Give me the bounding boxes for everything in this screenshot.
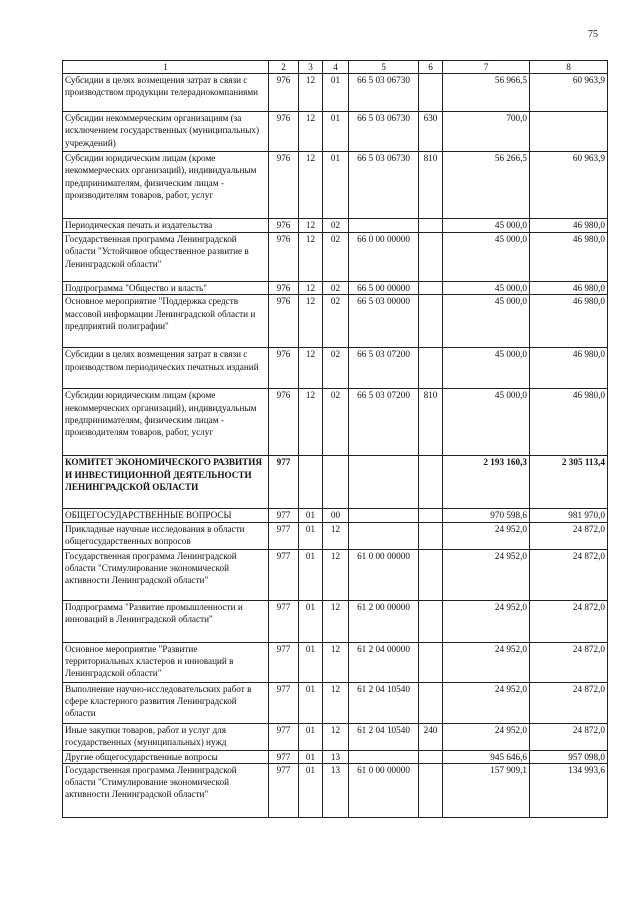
row-pr: 01 <box>323 74 349 112</box>
row-pr: 12 <box>323 522 349 549</box>
row-amount-2: 2 305 113,4 <box>530 456 608 509</box>
row-amount-2: 60 963,9 <box>530 74 608 112</box>
row-csr: 66 5 03 00000 <box>349 295 419 348</box>
row-amount-2 <box>530 112 608 152</box>
row-csr: 66 5 03 06730 <box>349 152 419 219</box>
row-rz: 12 <box>299 152 323 219</box>
row-amount-2: 60 963,9 <box>530 152 608 219</box>
row-gr: 977 <box>269 642 299 682</box>
row-pr: 01 <box>323 112 349 152</box>
row-amount-1: 45 000,0 <box>443 348 530 389</box>
row-amount-2: 46 980,0 <box>530 233 608 282</box>
table-row <box>63 233 608 282</box>
row-amount-1: 157 909,1 <box>443 763 530 817</box>
row-amount-1: 24 952,0 <box>443 642 530 682</box>
row-name: Субсидии юридическим лицам (кроме некоммерческих организаций), индивидуальным предпринимателям, физическим лицам - производителям товаров, работ, услуг <box>63 389 269 456</box>
row-gr: 977 <box>269 682 299 723</box>
row-csr: 66 5 03 07200 <box>349 389 419 456</box>
row-amount-1: 970 598,6 <box>443 509 530 522</box>
row-gr: 977 <box>269 763 299 817</box>
page-number: 75 <box>588 29 598 40</box>
row-amount-2: 24 872,0 <box>530 723 608 750</box>
row-csr: 61 0 00 00000 <box>349 763 419 817</box>
row-amount-1: 56 966,5 <box>443 74 530 112</box>
row-name: Периодическая печать и издательства <box>63 219 269 233</box>
table-row <box>63 549 608 600</box>
row-gr: 977 <box>269 522 299 549</box>
row-amount-1: 24 952,0 <box>443 522 530 549</box>
table-row <box>63 509 608 522</box>
row-gr: 976 <box>269 152 299 219</box>
row-pr: 02 <box>323 295 349 348</box>
table-row <box>63 112 608 152</box>
row-amount-2: 24 872,0 <box>530 642 608 682</box>
table-row <box>63 282 608 295</box>
row-name: Подпрограмма "Общество и власть" <box>63 282 269 295</box>
row-amount-2: 46 980,0 <box>530 348 608 389</box>
row-vr <box>419 549 443 600</box>
row-name: Государственная программа Ленинградской области "Устойчивое общественное развитие в Ленинградской области" <box>63 233 269 282</box>
row-amount-2: 957 098,0 <box>530 750 608 763</box>
row-rz: 01 <box>299 600 323 642</box>
row-name: Государственная программа Ленинградской области "Стимулирование экономической активности Ленинградской области" <box>63 763 269 817</box>
row-vr <box>419 456 443 509</box>
row-name: Субсидии в целях возмещения затрат в связи с производством периодических печатных изданий <box>63 348 269 389</box>
row-name: Иные закупки товаров, работ и услуг для государственных (муниципальных) нужд <box>63 723 269 750</box>
row-amount-1: 45 000,0 <box>443 282 530 295</box>
row-name: Субсидии юридическим лицам (кроме некоммерческих организаций), индивидуальным предпринимателям, физическим лицам - производителям товаров, работ, услуг <box>63 152 269 219</box>
row-gr: 976 <box>269 112 299 152</box>
table-row <box>63 682 608 723</box>
row-name: Субсидии в целях возмещения затрат в связи с производством продукции телерадиокомпаниями <box>63 74 269 112</box>
header-cell: 5 <box>349 61 419 74</box>
row-amount-1: 45 000,0 <box>443 219 530 233</box>
row-rz: 01 <box>299 549 323 600</box>
row-name: Прикладные научные исследования в области общегосударственных вопросов <box>63 522 269 549</box>
table-row <box>63 522 608 549</box>
header-cell: 1 <box>63 61 269 74</box>
row-vr <box>419 682 443 723</box>
row-name: Государственная программа Ленинградской области "Стимулирование экономической активности Ленинградской области" <box>63 549 269 600</box>
row-csr: 66 5 00 00000 <box>349 282 419 295</box>
row-csr: 61 2 04 00000 <box>349 642 419 682</box>
row-pr: 02 <box>323 389 349 456</box>
row-name: Субсидии некоммерческим организациям (за исключением государственных (муниципальных) учреждений) <box>63 112 269 152</box>
row-gr: 977 <box>269 600 299 642</box>
row-pr: 13 <box>323 763 349 817</box>
row-pr: 00 <box>323 509 349 522</box>
row-gr: 976 <box>269 233 299 282</box>
table-row <box>63 152 608 219</box>
table-row <box>63 348 608 389</box>
row-pr: 12 <box>323 642 349 682</box>
row-gr: 976 <box>269 282 299 295</box>
row-gr: 976 <box>269 348 299 389</box>
row-gr: 977 <box>269 723 299 750</box>
row-rz <box>299 456 323 509</box>
row-csr: 66 0 00 00000 <box>349 233 419 282</box>
row-pr: 12 <box>323 723 349 750</box>
row-pr: 02 <box>323 282 349 295</box>
row-amount-1: 700,0 <box>443 112 530 152</box>
row-name: Другие общегосударственные вопросы <box>63 750 269 763</box>
row-gr: 976 <box>269 295 299 348</box>
row-rz: 01 <box>299 682 323 723</box>
row-amount-1: 24 952,0 <box>443 682 530 723</box>
row-amount-2: 981 970,0 <box>530 509 608 522</box>
row-vr <box>419 219 443 233</box>
row-rz: 01 <box>299 750 323 763</box>
row-amount-2: 134 993,6 <box>530 763 608 817</box>
row-csr <box>349 509 419 522</box>
row-amount-2: 46 980,0 <box>530 295 608 348</box>
header-cell: 4 <box>323 61 349 74</box>
row-name: Подпрограмма "Развитие промышленности и инноваций в Ленинградской области" <box>63 600 269 642</box>
table-row <box>63 763 608 817</box>
row-vr <box>419 282 443 295</box>
row-amount-2: 46 980,0 <box>530 219 608 233</box>
table-header-row <box>63 61 608 74</box>
row-pr: 02 <box>323 219 349 233</box>
row-gr: 977 <box>269 509 299 522</box>
table-row <box>63 456 608 509</box>
row-name: Основное мероприятие "Развитие территориальных кластеров и инноваций в Ленинградской области" <box>63 642 269 682</box>
row-amount-1: 2 193 160,3 <box>443 456 530 509</box>
row-vr <box>419 509 443 522</box>
row-gr: 977 <box>269 549 299 600</box>
row-pr: 12 <box>323 600 349 642</box>
row-csr <box>349 456 419 509</box>
row-pr <box>323 456 349 509</box>
row-rz: 12 <box>299 219 323 233</box>
table-row <box>63 600 608 642</box>
row-csr: 61 2 04 10540 <box>349 682 419 723</box>
row-name: КОМИТЕТ ЭКОНОМИЧЕСКОГО РАЗВИТИЯ И ИНВЕСТИЦИОННОЙ ДЕЯТЕЛЬНОСТИ ЛЕНИНГРАДСКОЙ ОБЛАСТИ <box>63 456 269 509</box>
row-amount-2: 24 872,0 <box>530 682 608 723</box>
table-row <box>63 723 608 750</box>
row-rz: 12 <box>299 74 323 112</box>
row-gr: 977 <box>269 456 299 509</box>
row-csr <box>349 750 419 763</box>
header-cell: 2 <box>269 61 299 74</box>
row-pr: 12 <box>323 682 349 723</box>
row-amount-1: 24 952,0 <box>443 549 530 600</box>
row-vr <box>419 74 443 112</box>
row-rz: 01 <box>299 522 323 549</box>
row-vr: 810 <box>419 389 443 456</box>
row-vr <box>419 642 443 682</box>
header-cell: 3 <box>299 61 323 74</box>
budget-table <box>62 60 608 818</box>
row-amount-1: 45 000,0 <box>443 233 530 282</box>
row-vr: 240 <box>419 723 443 750</box>
row-gr: 977 <box>269 750 299 763</box>
row-vr <box>419 348 443 389</box>
row-rz: 01 <box>299 723 323 750</box>
row-vr <box>419 522 443 549</box>
row-amount-1: 45 000,0 <box>443 295 530 348</box>
row-vr <box>419 233 443 282</box>
header-cell: 8 <box>530 61 608 74</box>
row-vr: 810 <box>419 152 443 219</box>
row-name: ОБЩЕГОСУДАРСТВЕННЫЕ ВОПРОСЫ <box>63 509 269 522</box>
row-amount-1: 45 000,0 <box>443 389 530 456</box>
row-amount-1: 56 266,5 <box>443 152 530 219</box>
row-name: Основное мероприятие "Поддержка средств массовой информации Ленинградской области и предприятий полиграфии" <box>63 295 269 348</box>
row-vr <box>419 295 443 348</box>
row-name: Выполнение научно-исследовательских работ в сфере кластерного развития Ленинградской области <box>63 682 269 723</box>
row-amount-1: 24 952,0 <box>443 600 530 642</box>
row-rz: 12 <box>299 233 323 282</box>
row-amount-2: 46 980,0 <box>530 282 608 295</box>
row-rz: 01 <box>299 642 323 682</box>
row-rz: 12 <box>299 282 323 295</box>
row-gr: 976 <box>269 74 299 112</box>
row-gr: 976 <box>269 219 299 233</box>
row-vr: 630 <box>419 112 443 152</box>
row-amount-2: 24 872,0 <box>530 600 608 642</box>
header-cell: 6 <box>419 61 443 74</box>
table-row <box>63 219 608 233</box>
row-rz: 12 <box>299 112 323 152</box>
row-vr <box>419 600 443 642</box>
row-csr: 61 2 04 10540 <box>349 723 419 750</box>
row-amount-2: 24 872,0 <box>530 522 608 549</box>
row-csr <box>349 522 419 549</box>
row-amount-2: 24 872,0 <box>530 549 608 600</box>
row-rz: 12 <box>299 389 323 456</box>
row-rz: 12 <box>299 348 323 389</box>
row-vr <box>419 763 443 817</box>
row-rz: 12 <box>299 295 323 348</box>
row-csr <box>349 219 419 233</box>
row-vr <box>419 750 443 763</box>
row-pr: 02 <box>323 233 349 282</box>
table-row <box>63 750 608 763</box>
row-csr: 66 5 03 06730 <box>349 112 419 152</box>
table-row <box>63 642 608 682</box>
row-pr: 13 <box>323 750 349 763</box>
row-csr: 61 0 00 00000 <box>349 549 419 600</box>
row-amount-1: 24 952,0 <box>443 723 530 750</box>
header-cell: 7 <box>443 61 530 74</box>
row-pr: 01 <box>323 152 349 219</box>
row-csr: 66 5 03 06730 <box>349 74 419 112</box>
row-pr: 12 <box>323 549 349 600</box>
row-pr: 02 <box>323 348 349 389</box>
row-rz: 01 <box>299 763 323 817</box>
row-gr: 976 <box>269 389 299 456</box>
row-rz: 01 <box>299 509 323 522</box>
row-csr: 61 2 00 00000 <box>349 600 419 642</box>
row-csr: 66 5 03 07200 <box>349 348 419 389</box>
table-row <box>63 295 608 348</box>
table-row <box>63 389 608 456</box>
table-row <box>63 74 608 112</box>
row-amount-1: 945 646,6 <box>443 750 530 763</box>
row-amount-2: 46 980,0 <box>530 389 608 456</box>
